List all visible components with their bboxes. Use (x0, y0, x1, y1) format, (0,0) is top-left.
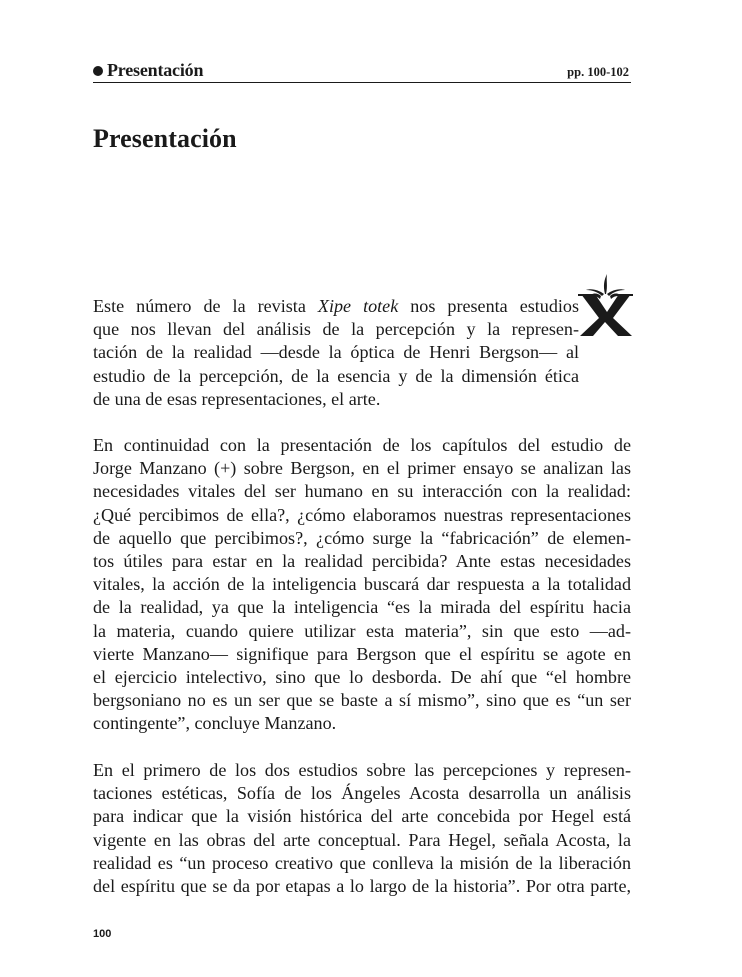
running-header (93, 60, 631, 83)
text-line: estudio de la percepción, de la esencia y de la dimensión ética (93, 365, 579, 386)
paragraph-manzano (93, 434, 631, 735)
text-line: de una de esas representaciones, el arte. (93, 388, 381, 409)
text-line: vitales, la acción de la inteligencia buscará dar respuesta a la totalidad (93, 574, 631, 595)
text-line: En el primero de los dos estudios sobre las percepciones y represen- (93, 760, 631, 780)
text-line: de aquello que percibimos?, ¿cómo surge la “fabricación” de elemen- (93, 527, 631, 548)
text-line: taciones estéticas, Sofía de los Ángeles Acosta desarrolla un análisis (93, 783, 631, 804)
text-run: nos presenta estudios (398, 296, 580, 316)
text-line: de la realidad, ya que la inteligencia “es la mirada del espíritu hacia (93, 597, 631, 618)
text-run: Este número de la revista (93, 296, 318, 316)
text-line: ¿Qué percibimos de ella?, ¿cómo elaboramos nuestras representaciones (93, 504, 631, 525)
text-line: tación de la realidad —desde la óptica de Henri Bergson— al (93, 342, 579, 363)
text-line: que nos llevan del análisis de la percepción y la represen- (93, 319, 579, 340)
paragraph-intro (93, 295, 579, 411)
text-line: bergsoniano no es un ser que se baste a sí mismo”, sino que es “un ser (93, 690, 631, 711)
text-line: Jorge Manzano (+) sobre Bergson, en el primer ensayo se analizan las (93, 458, 631, 479)
text-line: necesidades vitales del ser humano en su interacción con la realidad: (93, 481, 631, 502)
text-line: para indicar que la visión histórica del arte concebida por Hegel está (93, 806, 631, 827)
bullet-icon (93, 66, 103, 76)
text-line: la materia, cuando quiere utilizar esta materia”, sin que esto —ad- (93, 620, 631, 641)
xipe-totek-logo-icon (577, 272, 633, 338)
text-line: tos útiles para estar en la realidad percibida? Ante estas necesidades (93, 550, 631, 571)
text-line: vierte Manzano— signifique para Bergson que el espíritu se agote en (93, 643, 631, 664)
page-title: Presentación (93, 124, 237, 153)
text-line: realidad es “un proceso creativo que conlleva la misión de la liberación (93, 852, 631, 873)
text-line (93, 295, 579, 318)
journal-title: Xipe totek (317, 296, 399, 316)
header-page-range: pp. 100-102 (567, 65, 629, 79)
page-number: 100 (93, 928, 112, 940)
paragraph-acosta (93, 759, 631, 898)
text-line: contingente”, concluye Manzano. (93, 713, 337, 734)
header-section-label: Presentación (107, 60, 204, 80)
text-line: el ejercicio intelectivo, sino que lo desborda. De ahí que “el hombre (93, 666, 631, 687)
text-line: En continuidad con la presentación de los capítulos del estudio de (93, 435, 631, 455)
text-line: del espíritu que se da por etapas a lo largo de la historia”. Por otra parte, (93, 875, 631, 896)
text-line: vigente en las obras del arte conceptual. Para Hegel, señala Acosta, la (93, 829, 631, 850)
